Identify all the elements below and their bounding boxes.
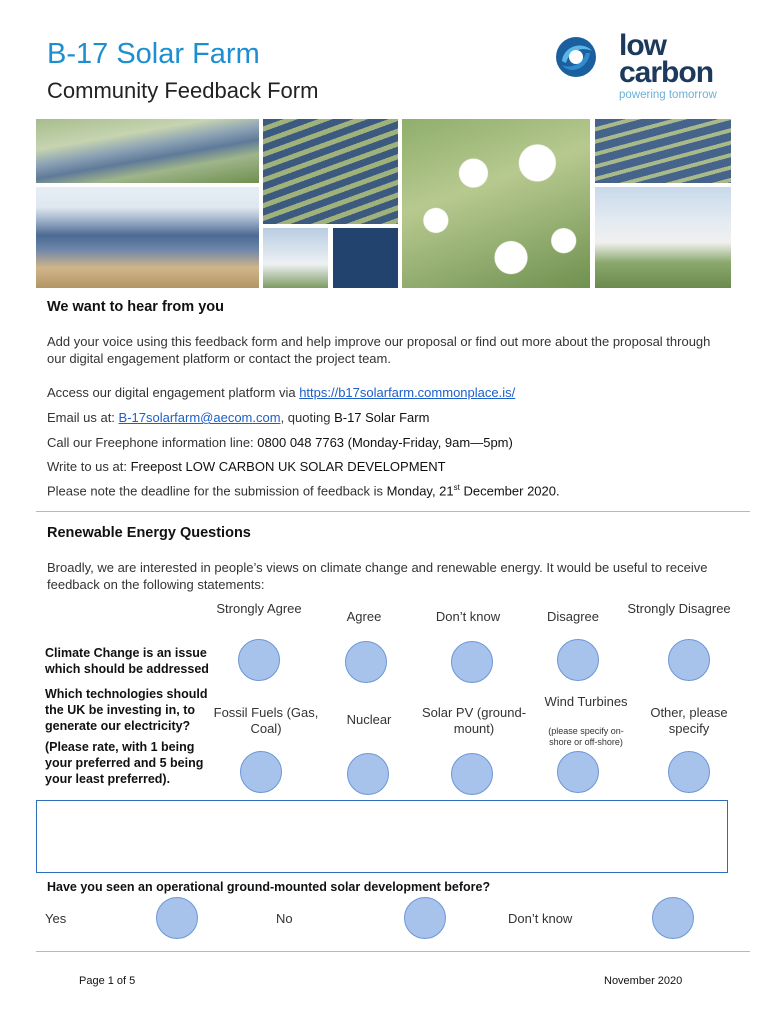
deadline-label: Please note the deadline for the submission of feedback is — [47, 483, 387, 499]
section-heading-hear: We want to hear from you — [47, 299, 224, 315]
tech-wind-turbines-note: (please specify on-shore or off-shore) — [548, 726, 624, 747]
tech-wind-turbines: Wind Turbines — [544, 694, 628, 709]
question-technologies-note: (Please rate, with 1 being your preferred and 5 being your least preferred). — [45, 740, 204, 786]
q1-option-strongly-disagree[interactable] — [668, 639, 710, 681]
q1-option-strongly-agree[interactable] — [238, 639, 280, 681]
q2-rating-other[interactable] — [668, 751, 710, 793]
answer-no-option[interactable] — [404, 897, 446, 939]
answer-yes-option[interactable] — [156, 897, 198, 939]
footer-divider — [36, 951, 750, 952]
scale-agree: Agree — [346, 609, 382, 624]
answer-yes-label: Yes — [45, 911, 67, 926]
scale-disagree: Disagree — [546, 609, 600, 624]
photo-solar-field-aerial — [36, 119, 259, 183]
logo-swirl-icon — [554, 35, 598, 79]
photo-solar-rows — [263, 119, 398, 224]
answer-no-label: No — [276, 911, 293, 926]
q2-rating-fossil-fuels[interactable] — [240, 751, 282, 793]
email-label: Email us at: — [47, 410, 119, 425]
photo-blue-block — [333, 228, 398, 288]
footer-page-number: Page 1 of 5 — [79, 975, 136, 987]
email-link[interactable]: B-17solarfarm@aecom.com — [118, 410, 281, 425]
scale-strongly-agree: Strongly Agree — [216, 601, 302, 616]
scale-strongly-disagree: Strongly Disagree — [627, 601, 731, 616]
question-climate-change: Climate Change is an issue which should be addressed — [45, 646, 209, 676]
write-label: Write to us at: — [47, 459, 131, 474]
deadline-day: Monday, 21 — [386, 483, 454, 499]
question-seen-solar: Have you seen an operational ground-mounted solar development before? — [47, 880, 491, 894]
q1-option-agree[interactable] — [345, 641, 387, 683]
photo-inverter-unit — [263, 228, 328, 288]
q2-rating-wind-turbines[interactable] — [557, 751, 599, 793]
deadline-line — [47, 483, 560, 498]
tech-other: Other, please specify — [650, 705, 728, 736]
phone-label: Call our Freephone information line: — [47, 435, 258, 450]
deadline-rest: December 2020. — [459, 483, 560, 499]
hear-intro: Add your voice using this feedback form and help improve our proposal or find out more about the proposal through our digital engagement platform or contact the project team. — [47, 334, 711, 366]
tech-nuclear: Nuclear — [346, 712, 392, 727]
logo-tagline: powering tomorrow — [619, 89, 717, 101]
write-line — [47, 459, 446, 474]
page-title: B-17 Solar Farm — [47, 38, 260, 70]
photo-solar-panels-field — [36, 187, 259, 288]
platform-label: Access our digital engagement platform via — [47, 385, 300, 400]
renewable-intro: Broadly, we are interested in people’s views on climate change and renewable energy. It would be useful to receive feedback on the following statements: — [47, 560, 708, 592]
write-address: Freepost LOW CARBON UK SOLAR DEVELOPMENT — [130, 459, 446, 474]
photo-inverter-units-meadow — [595, 187, 731, 288]
deadline-sup: st — [453, 483, 460, 492]
footer-date: November 2020 — [604, 975, 683, 987]
q1-option-dont-know[interactable] — [451, 641, 493, 683]
email-quote: , quoting — [280, 410, 335, 425]
platform-link[interactable]: https://b17solarfarm.commonplace.is/ — [299, 385, 516, 400]
section-divider — [36, 511, 750, 512]
phone-line — [47, 435, 513, 450]
comments-textbox[interactable] — [36, 800, 728, 873]
email-line — [47, 410, 429, 425]
photo-daisies-bee — [402, 119, 590, 288]
answer-dont-know-label: Don’t know — [508, 911, 573, 926]
section-heading-renewable: Renewable Energy Questions — [47, 525, 251, 541]
tech-solar-pv: Solar PV (ground-mount) — [421, 705, 527, 736]
page-subtitle: Community Feedback Form — [47, 78, 319, 103]
question-technologies: Which technologies should the UK be investing in, to generate our electricity? — [45, 687, 208, 733]
photo-solar-rows-aerial — [595, 119, 731, 183]
answer-dont-know-option[interactable] — [652, 897, 694, 939]
q2-rating-solar-pv[interactable] — [451, 753, 493, 795]
q2-rating-nuclear[interactable] — [347, 753, 389, 795]
phone-number: 0800 048 7763 (Monday-Friday, 9am—5pm) — [257, 435, 513, 450]
email-ref: B-17 Solar Farm — [334, 410, 430, 425]
q1-option-disagree[interactable] — [557, 639, 599, 681]
platform-line — [47, 385, 515, 400]
logo-word-low: low — [619, 29, 666, 62]
logo-word-carbon: carbon — [619, 56, 714, 89]
low-carbon-logo — [554, 29, 734, 105]
tech-fossil-fuels: Fossil Fuels (Gas, Coal) — [213, 705, 319, 736]
scale-dont-know: Don’t know — [435, 609, 501, 624]
